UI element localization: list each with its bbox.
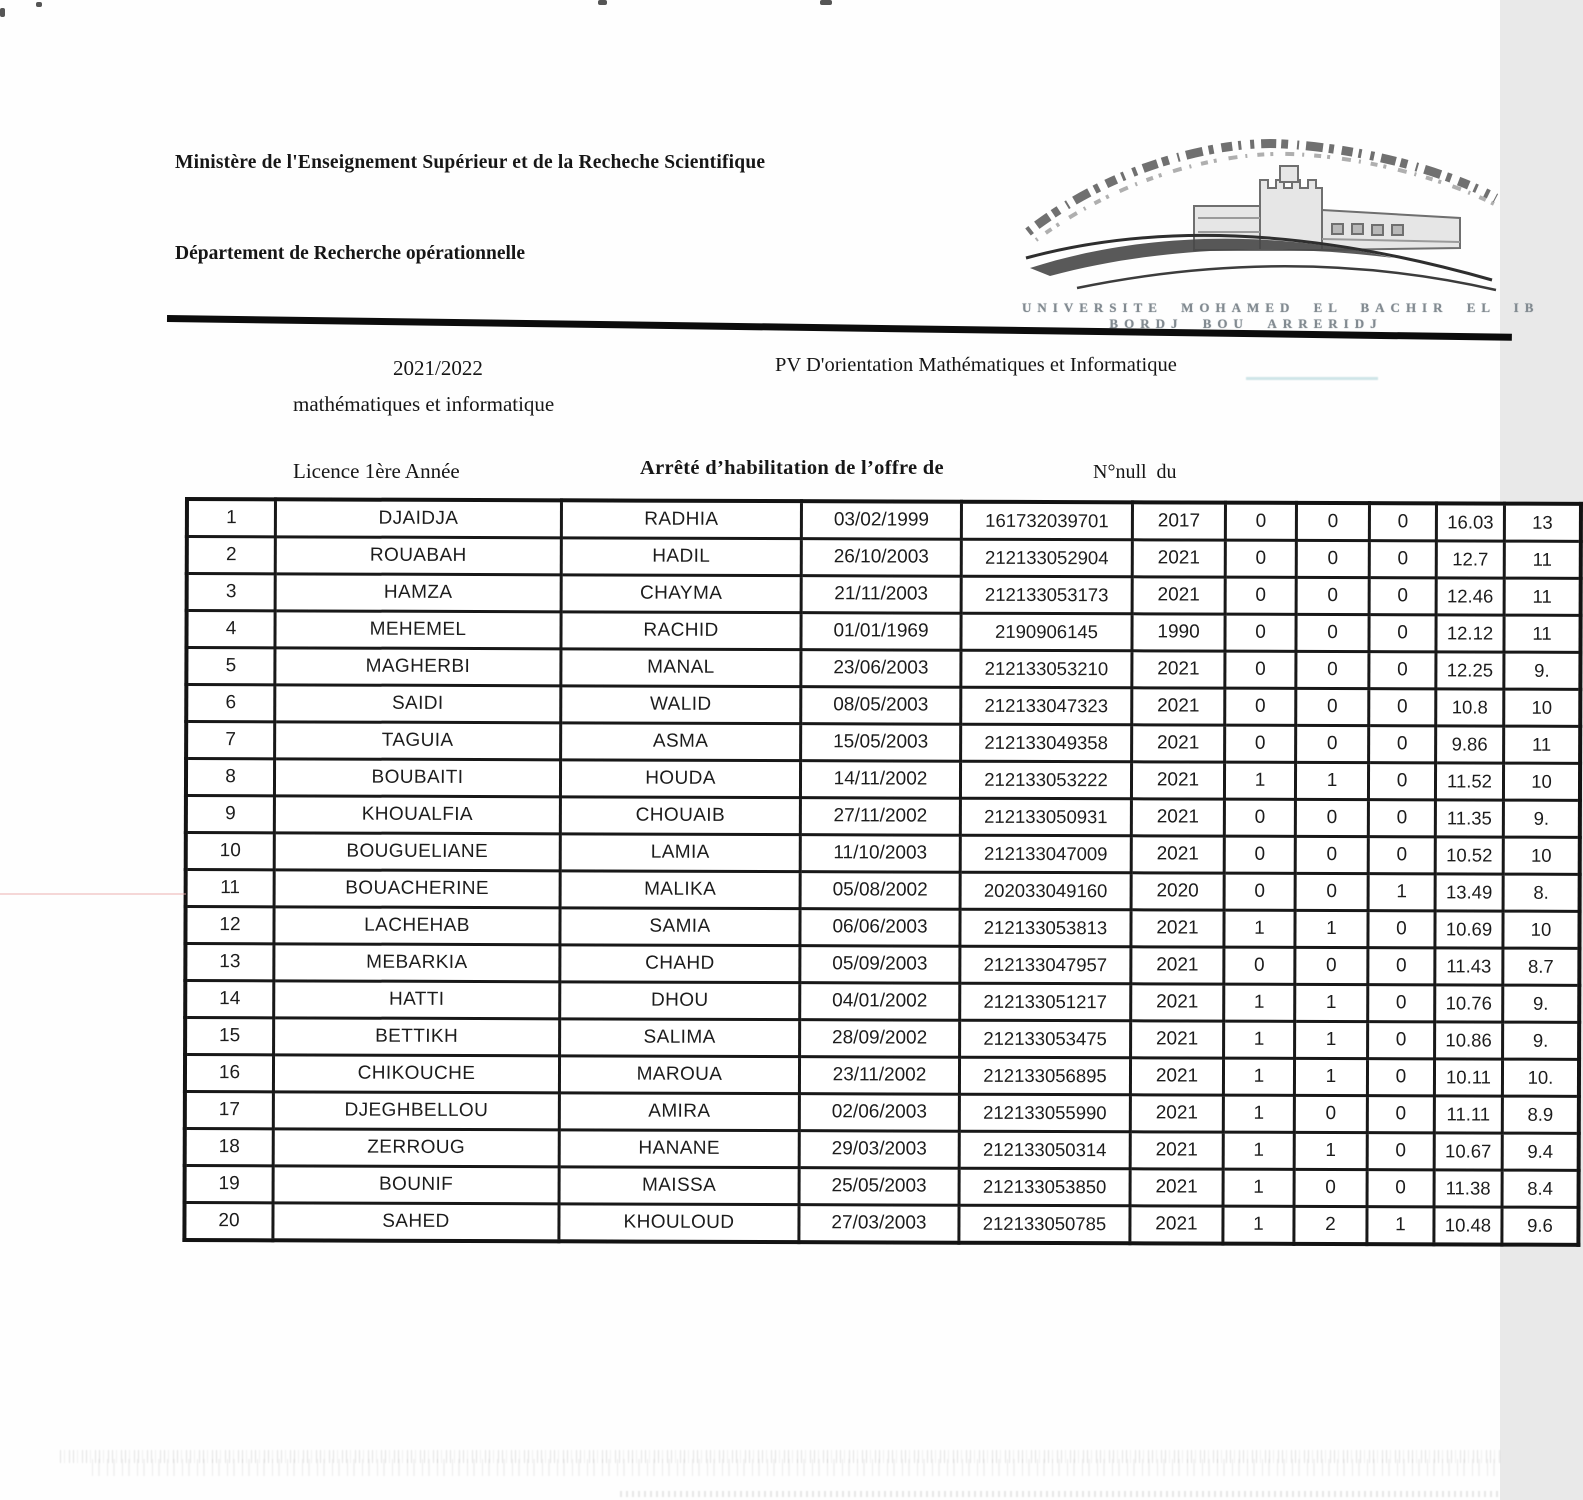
cell-c3: 0 xyxy=(1367,1059,1434,1096)
cell-date_naissance: 05/08/2002 xyxy=(800,872,960,910)
cell-date_naissance: 08/05/2003 xyxy=(801,687,961,725)
cell-moy1: 11.11 xyxy=(1434,1096,1502,1133)
table-row xyxy=(186,685,1580,727)
cell-nom: HAMZA xyxy=(275,574,561,612)
cell-c3: 0 xyxy=(1368,837,1435,874)
cell-moy2: 9. xyxy=(1503,800,1580,837)
cell-n: 15 xyxy=(185,1018,274,1055)
cell-prenom: ASMA xyxy=(561,723,801,761)
cell-n: 11 xyxy=(186,870,275,907)
scan-speckle xyxy=(0,8,5,17)
cell-c2: 0 xyxy=(1296,503,1369,541)
cell-c2: 1 xyxy=(1295,910,1368,947)
cell-moy2: 9. xyxy=(1504,652,1581,689)
cell-prenom: HADIL xyxy=(561,538,801,576)
cell-moy1: 10.11 xyxy=(1434,1059,1502,1096)
cell-c1: 1 xyxy=(1223,1095,1294,1132)
cell-moy1: 10.8 xyxy=(1436,689,1504,726)
cell-moy2: 11 xyxy=(1504,578,1581,615)
cell-matricule: 212133056895 xyxy=(959,1057,1130,1095)
cell-c3: 0 xyxy=(1369,541,1436,578)
cell-date_naissance: 26/10/2003 xyxy=(801,539,961,577)
cell-matricule: 212133053222 xyxy=(960,761,1131,799)
table-row xyxy=(187,574,1581,616)
cell-c3: 1 xyxy=(1367,1207,1434,1245)
cell-n: 14 xyxy=(185,981,274,1018)
cell-c2: 0 xyxy=(1296,651,1369,688)
cell-c1: 1 xyxy=(1223,1058,1294,1095)
cell-prenom: RACHID xyxy=(561,612,801,650)
cell-matricule: 212133053173 xyxy=(961,576,1132,614)
cell-moy2: 10 xyxy=(1503,837,1580,874)
cell-moy2: 9.4 xyxy=(1502,1133,1579,1170)
cell-annee: 2021 xyxy=(1131,836,1224,873)
cell-annee: 2021 xyxy=(1130,1095,1223,1132)
cell-nom: BOUACHERINE xyxy=(274,870,560,908)
cell-annee: 2021 xyxy=(1132,651,1225,688)
table-row xyxy=(187,537,1581,579)
cell-n: 4 xyxy=(186,611,275,648)
cell-nom: ZERROUG xyxy=(273,1129,559,1167)
pv-title-underline xyxy=(1246,377,1378,380)
cell-c3: 0 xyxy=(1369,726,1436,763)
cell-moy1: 12.46 xyxy=(1436,578,1504,615)
cell-c3: 0 xyxy=(1367,1133,1434,1170)
cell-nom: DJAIDJA xyxy=(275,499,561,537)
cell-c3: 0 xyxy=(1368,911,1435,948)
cell-moy2: 11 xyxy=(1504,541,1581,578)
cell-moy1: 10.48 xyxy=(1434,1207,1502,1245)
cell-matricule: 212133050314 xyxy=(959,1131,1130,1169)
cell-annee: 2021 xyxy=(1130,1169,1223,1206)
cell-c1: 0 xyxy=(1225,614,1296,651)
table-row xyxy=(186,648,1580,690)
cell-prenom: CHOUAIB xyxy=(560,797,800,835)
table-row xyxy=(186,833,1580,875)
cell-c1: 0 xyxy=(1224,836,1295,873)
cell-matricule: 212133047957 xyxy=(960,946,1131,984)
cell-c2: 0 xyxy=(1296,688,1369,725)
cell-annee: 2021 xyxy=(1130,1206,1223,1244)
cell-annee: 2021 xyxy=(1132,577,1225,614)
cell-annee: 2021 xyxy=(1130,1132,1223,1169)
cell-c2: 1 xyxy=(1295,984,1368,1021)
cell-annee: 2021 xyxy=(1130,1058,1223,1095)
cell-prenom: MAISSA xyxy=(559,1167,799,1205)
cell-matricule: 212133053813 xyxy=(960,909,1131,947)
cell-n: 6 xyxy=(186,685,275,722)
cell-c2: 0 xyxy=(1295,836,1368,873)
cell-matricule: 212133047009 xyxy=(960,835,1131,873)
cell-nom: ROUABAH xyxy=(275,537,561,575)
cell-n: 3 xyxy=(187,574,276,611)
cell-c2: 0 xyxy=(1295,947,1368,984)
cell-matricule: 212133050931 xyxy=(960,798,1131,836)
cell-nom: TAGUIA xyxy=(275,722,561,760)
cell-date_naissance: 05/09/2003 xyxy=(800,946,960,984)
cell-annee: 2021 xyxy=(1132,688,1225,725)
cell-annee: 2021 xyxy=(1131,762,1224,799)
cell-c2: 2 xyxy=(1294,1206,1367,1244)
cell-c2: 0 xyxy=(1296,577,1369,614)
cell-annee: 2021 xyxy=(1131,1021,1224,1058)
cell-c1: 1 xyxy=(1224,984,1295,1021)
scan-speckle xyxy=(820,0,832,5)
cell-matricule: 212133047323 xyxy=(961,687,1132,725)
cell-nom: SAHED xyxy=(273,1203,559,1241)
cell-annee: 1990 xyxy=(1132,614,1225,651)
cell-c2: 0 xyxy=(1295,799,1368,836)
cell-annee: 2021 xyxy=(1131,947,1224,984)
cell-date_naissance: 25/05/2003 xyxy=(799,1168,959,1206)
scan-speckle xyxy=(36,2,42,7)
table-row xyxy=(184,1203,1578,1245)
level-label: Licence 1ère Année xyxy=(293,459,460,483)
cell-prenom: MAROUA xyxy=(559,1056,799,1094)
cell-moy2: 8. xyxy=(1503,874,1580,911)
cell-c3: 0 xyxy=(1368,763,1435,800)
cell-moy2: 10 xyxy=(1503,763,1580,800)
table-row xyxy=(186,611,1580,653)
cell-n: 1 xyxy=(187,499,276,537)
cell-c2: 0 xyxy=(1296,540,1369,577)
cell-c1: 0 xyxy=(1224,947,1295,984)
decree-label: Arrêté d’habilitation de l’offre de xyxy=(640,457,944,479)
cell-nom: BOUBAITI xyxy=(274,759,560,797)
cell-annee: 2020 xyxy=(1131,873,1224,910)
cell-prenom: MANAL xyxy=(561,649,801,687)
cell-prenom: WALID xyxy=(561,686,801,724)
cell-moy2: 10 xyxy=(1503,911,1580,948)
cell-moy1: 11.38 xyxy=(1434,1170,1502,1207)
cell-annee: 2021 xyxy=(1131,910,1224,947)
cell-prenom: SAMIA xyxy=(560,908,800,946)
cell-prenom: CHAYMA xyxy=(561,575,801,613)
cell-moy2: 8.4 xyxy=(1502,1170,1579,1207)
cell-c2: 0 xyxy=(1294,1169,1367,1206)
pv-title: PV D'orientation Mathématiques et Informatique xyxy=(775,354,1177,376)
cell-prenom: SALIMA xyxy=(560,1019,800,1057)
cell-nom: MEHEMEL xyxy=(275,611,561,649)
cell-n: 20 xyxy=(184,1203,273,1241)
cell-moy2: 8.7 xyxy=(1503,948,1580,985)
scan-noise-band xyxy=(620,1491,1500,1497)
cell-c3: 0 xyxy=(1369,652,1436,689)
cell-c1: 0 xyxy=(1225,688,1296,725)
cell-c3: 0 xyxy=(1369,503,1436,541)
scan-speckle xyxy=(598,0,607,5)
cell-matricule: 212133049358 xyxy=(961,724,1132,762)
cell-date_naissance: 27/11/2002 xyxy=(800,798,960,836)
cell-moy2: 13 xyxy=(1504,504,1581,542)
cell-c1: 1 xyxy=(1224,762,1295,799)
cell-date_naissance: 06/06/2003 xyxy=(800,909,960,947)
cell-nom: BOUNIF xyxy=(273,1166,559,1204)
cell-nom: BETTIKH xyxy=(274,1018,560,1056)
cell-n: 7 xyxy=(186,722,275,759)
cell-c1: 1 xyxy=(1223,1169,1294,1206)
table-row xyxy=(186,796,1580,838)
university-crest-drawing xyxy=(1022,136,1500,298)
cell-date_naissance: 01/01/1969 xyxy=(801,613,961,651)
cell-matricule: 202033049160 xyxy=(960,872,1131,910)
table-row xyxy=(185,981,1579,1023)
cell-moy1: 11.52 xyxy=(1435,763,1503,800)
cell-moy2: 11 xyxy=(1504,726,1581,763)
cell-date_naissance: 29/03/2003 xyxy=(799,1131,959,1169)
cell-n: 2 xyxy=(187,537,276,574)
cell-matricule: 161732039701 xyxy=(961,502,1132,540)
cell-n: 9 xyxy=(186,796,275,833)
cell-prenom: HOUDA xyxy=(560,760,800,798)
cell-annee: 2021 xyxy=(1132,540,1225,577)
cell-c3: 0 xyxy=(1368,800,1435,837)
table-row xyxy=(185,1018,1579,1060)
cell-c1: 0 xyxy=(1225,651,1296,688)
cell-c1: 1 xyxy=(1224,910,1295,947)
decree-number: N°null du xyxy=(1093,461,1177,483)
cell-date_naissance: 14/11/2002 xyxy=(800,761,960,799)
cell-annee: 2017 xyxy=(1132,502,1225,540)
cell-n: 16 xyxy=(185,1055,274,1092)
cell-moy1: 12.12 xyxy=(1436,615,1504,652)
table-row xyxy=(186,759,1580,801)
cell-date_naissance: 11/10/2003 xyxy=(800,835,960,873)
cell-nom: BOUGUELIANE xyxy=(274,833,560,871)
cell-c1: 0 xyxy=(1224,873,1295,910)
department-line: Département de Recherche opérationnelle xyxy=(175,243,526,264)
table-row xyxy=(185,907,1579,949)
cell-n: 19 xyxy=(185,1166,274,1203)
cell-moy1: 12.7 xyxy=(1436,541,1504,578)
cell-moy1: 11.35 xyxy=(1435,800,1503,837)
cell-prenom: DHOU xyxy=(560,982,800,1020)
cell-matricule: 212133051217 xyxy=(960,983,1131,1021)
table-row xyxy=(187,499,1581,541)
cell-n: 5 xyxy=(186,648,275,685)
cell-date_naissance: 27/03/2003 xyxy=(799,1205,959,1243)
cell-annee: 2021 xyxy=(1132,725,1225,762)
cell-n: 10 xyxy=(186,833,275,870)
cell-prenom: AMIRA xyxy=(559,1093,799,1131)
cell-date_naissance: 21/11/2003 xyxy=(801,576,961,614)
cell-n: 13 xyxy=(185,944,274,981)
table-row xyxy=(186,722,1580,764)
cell-nom: SAIDI xyxy=(275,685,561,723)
cell-moy1: 12.25 xyxy=(1436,652,1504,689)
cell-annee: 2021 xyxy=(1131,984,1224,1021)
cell-c1: 0 xyxy=(1225,577,1296,614)
cell-nom: LACHEHAB xyxy=(274,907,560,945)
cell-c3: 0 xyxy=(1369,689,1436,726)
cell-prenom: LAMIA xyxy=(560,834,800,872)
cell-nom: KHOUALFIA xyxy=(274,796,560,834)
cell-date_naissance: 02/06/2003 xyxy=(799,1094,959,1132)
cell-date_naissance: 28/09/2002 xyxy=(800,1020,960,1058)
cell-prenom: RADHIA xyxy=(561,500,801,538)
cell-nom: CHIKOUCHE xyxy=(273,1055,559,1093)
cell-c1: 0 xyxy=(1225,540,1296,577)
cell-n: 17 xyxy=(185,1092,274,1129)
cell-c3: 0 xyxy=(1367,1096,1434,1133)
university-logo xyxy=(1022,136,1540,336)
cell-prenom: KHOULOUD xyxy=(559,1204,799,1242)
table-row xyxy=(185,1092,1579,1134)
cell-moy2: 10 xyxy=(1504,689,1581,726)
table-row xyxy=(186,870,1580,912)
cell-matricule: 212133053475 xyxy=(960,1020,1131,1058)
cell-date_naissance: 23/06/2003 xyxy=(801,650,961,688)
cell-c1: 0 xyxy=(1224,799,1295,836)
cell-date_naissance: 04/01/2002 xyxy=(800,983,960,1021)
cell-prenom: HANANE xyxy=(559,1130,799,1168)
cell-c2: 1 xyxy=(1295,762,1368,799)
cell-matricule: 212133053210 xyxy=(961,650,1132,688)
cell-moy2: 10. xyxy=(1502,1059,1579,1096)
table-row xyxy=(185,1166,1579,1208)
cell-date_naissance: 03/02/1999 xyxy=(801,501,961,539)
cell-moy1: 16.03 xyxy=(1436,503,1504,541)
cell-nom: MEBARKIA xyxy=(274,944,560,982)
cell-moy1: 9.86 xyxy=(1436,726,1504,763)
cell-c2: 1 xyxy=(1294,1058,1367,1095)
cell-c3: 0 xyxy=(1369,578,1436,615)
cell-c3: 0 xyxy=(1369,615,1436,652)
cell-moy2: 8.9 xyxy=(1502,1096,1579,1133)
cell-nom: HATTI xyxy=(274,981,560,1019)
cell-moy2: 9. xyxy=(1503,1022,1580,1059)
cell-moy1: 10.86 xyxy=(1435,1022,1503,1059)
cell-matricule: 2190906145 xyxy=(961,613,1132,651)
cell-n: 8 xyxy=(186,759,275,796)
cell-date_naissance: 15/05/2003 xyxy=(801,724,961,762)
program-name: mathématiques et informatique xyxy=(293,392,555,416)
cell-c2: 0 xyxy=(1294,1095,1367,1132)
cell-moy1: 10.67 xyxy=(1434,1133,1502,1170)
cell-prenom: CHAHD xyxy=(560,945,800,983)
table-row xyxy=(185,1129,1579,1171)
cell-annee: 2021 xyxy=(1131,799,1224,836)
academic-year: 2021/2022 xyxy=(393,356,483,380)
cell-c2: 0 xyxy=(1295,873,1368,910)
cell-c1: 1 xyxy=(1223,1132,1294,1169)
cell-c2: 0 xyxy=(1296,614,1369,651)
scan-noise-band xyxy=(90,1459,1500,1476)
cell-c2: 1 xyxy=(1294,1132,1367,1169)
cell-c1: 1 xyxy=(1224,1021,1295,1058)
table-row xyxy=(185,1055,1579,1097)
cell-moy1: 11.43 xyxy=(1435,948,1503,985)
cell-moy2: 9. xyxy=(1503,985,1580,1022)
cell-c1: 0 xyxy=(1225,503,1296,541)
cell-prenom: MALIKA xyxy=(560,871,800,909)
university-name-line1: UNIVERSITE MOHAMED EL BACHIR EL IB xyxy=(1022,300,1540,315)
cell-moy1: 10.76 xyxy=(1435,985,1503,1022)
cell-moy1: 10.69 xyxy=(1435,911,1503,948)
cell-nom: DJEGHBELLOU xyxy=(273,1092,559,1130)
cell-c3: 1 xyxy=(1368,874,1435,911)
cell-c3: 0 xyxy=(1368,1022,1435,1059)
cell-c3: 0 xyxy=(1368,985,1435,1022)
cell-matricule: 212133053850 xyxy=(959,1168,1130,1206)
cell-moy2: 11 xyxy=(1504,615,1581,652)
scan-pink-artifact-line xyxy=(0,893,186,895)
cell-date_naissance: 23/11/2002 xyxy=(799,1057,959,1095)
cell-moy1: 13.49 xyxy=(1435,874,1503,911)
table-row xyxy=(185,944,1579,986)
cell-c2: 0 xyxy=(1296,725,1369,762)
cell-matricule: 212133050785 xyxy=(959,1205,1130,1243)
cell-c3: 0 xyxy=(1368,948,1435,985)
cell-n: 12 xyxy=(185,907,274,944)
cell-c2: 1 xyxy=(1295,1021,1368,1058)
cell-matricule: 212133055990 xyxy=(959,1094,1130,1132)
university-name-line2: BORDJ BOU ARRERIDJ xyxy=(1109,316,1383,331)
students-table xyxy=(182,497,1583,1247)
cell-matricule: 212133052904 xyxy=(961,539,1132,577)
cell-c1: 1 xyxy=(1223,1206,1294,1244)
cell-moy2: 9.6 xyxy=(1502,1207,1579,1245)
cell-n: 18 xyxy=(185,1129,274,1166)
ministry-line: Ministère de l'Enseignement Supérieur et de la Recheche Scientifique xyxy=(175,152,766,173)
cell-c3: 0 xyxy=(1367,1170,1434,1207)
cell-c1: 0 xyxy=(1225,725,1296,762)
cell-moy1: 10.52 xyxy=(1435,837,1503,874)
cell-nom: MAGHERBI xyxy=(275,648,561,686)
